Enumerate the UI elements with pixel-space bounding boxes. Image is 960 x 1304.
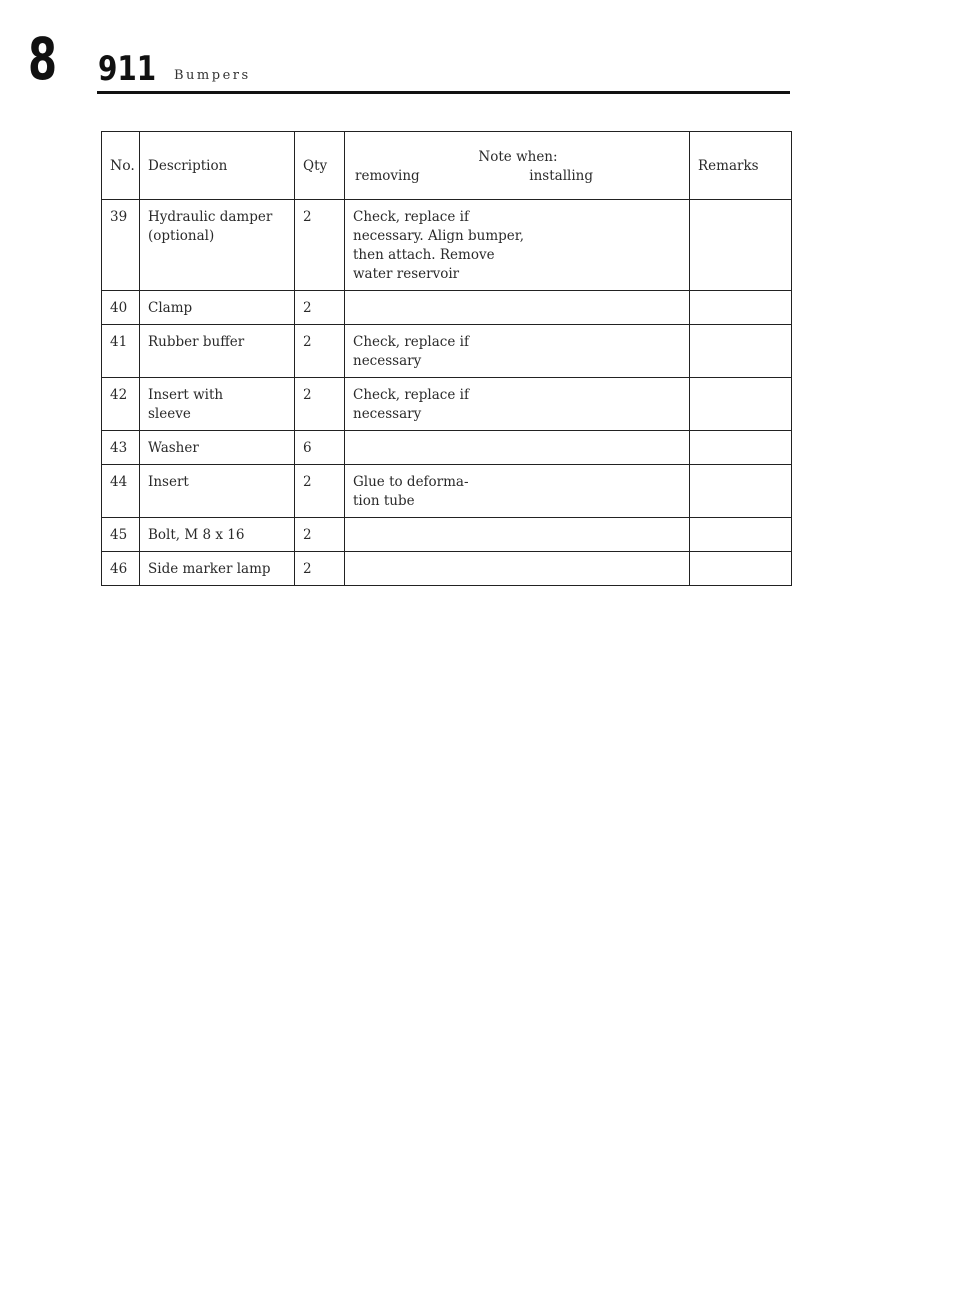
row-description: Rubber buffer xyxy=(140,325,295,378)
row-remarks xyxy=(690,431,792,465)
row-no: 41 xyxy=(102,325,140,378)
row-remarks xyxy=(690,291,792,325)
row-qty: 2 xyxy=(295,291,345,325)
row-description: Side marker lamp xyxy=(140,552,295,586)
row-description: Insert with sleeve xyxy=(140,378,295,431)
column-header-remarks: Remarks xyxy=(690,132,792,200)
table-row xyxy=(102,518,792,552)
section-number: 8 xyxy=(28,25,58,93)
row-no: 46 xyxy=(102,552,140,586)
row-qty: 2 xyxy=(295,200,345,291)
parts-table xyxy=(101,131,792,586)
row-description: Washer xyxy=(140,431,295,465)
column-header-qty: Qty xyxy=(295,132,345,200)
row-no: 39 xyxy=(102,200,140,291)
row-installing-note xyxy=(345,431,690,465)
table-row xyxy=(102,431,792,465)
row-no: 45 xyxy=(102,518,140,552)
table-row xyxy=(102,200,792,291)
row-no: 44 xyxy=(102,465,140,518)
row-qty: 2 xyxy=(295,552,345,586)
page-header xyxy=(0,0,960,100)
row-description: Insert xyxy=(140,465,295,518)
column-header-installing: installing xyxy=(529,167,593,184)
row-description: Clamp xyxy=(140,291,295,325)
row-remarks xyxy=(690,325,792,378)
row-installing-note xyxy=(345,291,690,325)
row-installing-note: Check, replace if necessary. Align bumper, then attach. Remove water reservoir xyxy=(345,200,690,291)
table-header-row xyxy=(102,132,792,200)
table-row xyxy=(102,378,792,431)
row-qty: 2 xyxy=(295,518,345,552)
table-row xyxy=(102,465,792,518)
row-remarks xyxy=(690,200,792,291)
row-installing-note xyxy=(345,552,690,586)
note-when-label: Note when: xyxy=(478,148,558,165)
row-installing-note: Check, replace if necessary xyxy=(345,325,690,378)
row-installing-note xyxy=(345,518,690,552)
row-no: 43 xyxy=(102,431,140,465)
row-remarks xyxy=(690,552,792,586)
header-rule xyxy=(97,91,790,94)
row-qty: 6 xyxy=(295,431,345,465)
row-installing-note: Check, replace if necessary xyxy=(345,378,690,431)
model-name: 911 xyxy=(98,49,157,89)
table-row xyxy=(102,291,792,325)
row-no: 40 xyxy=(102,291,140,325)
row-installing-note: Glue to deforma- tion tube xyxy=(345,465,690,518)
column-header-description: Description xyxy=(140,132,295,200)
row-description: Bolt, M 8 x 16 xyxy=(140,518,295,552)
row-qty: 2 xyxy=(295,465,345,518)
table-row xyxy=(102,552,792,586)
row-remarks xyxy=(690,465,792,518)
table-row xyxy=(102,325,792,378)
row-remarks xyxy=(690,518,792,552)
column-header-removing: removing xyxy=(355,167,420,184)
section-title: Bumpers xyxy=(174,68,251,83)
column-header-no: No. xyxy=(102,132,140,200)
row-no: 42 xyxy=(102,378,140,431)
row-qty: 2 xyxy=(295,325,345,378)
column-header-note-when xyxy=(345,132,690,200)
row-description: Hydraulic damper (optional) xyxy=(140,200,295,291)
row-remarks xyxy=(690,378,792,431)
row-qty: 2 xyxy=(295,378,345,431)
